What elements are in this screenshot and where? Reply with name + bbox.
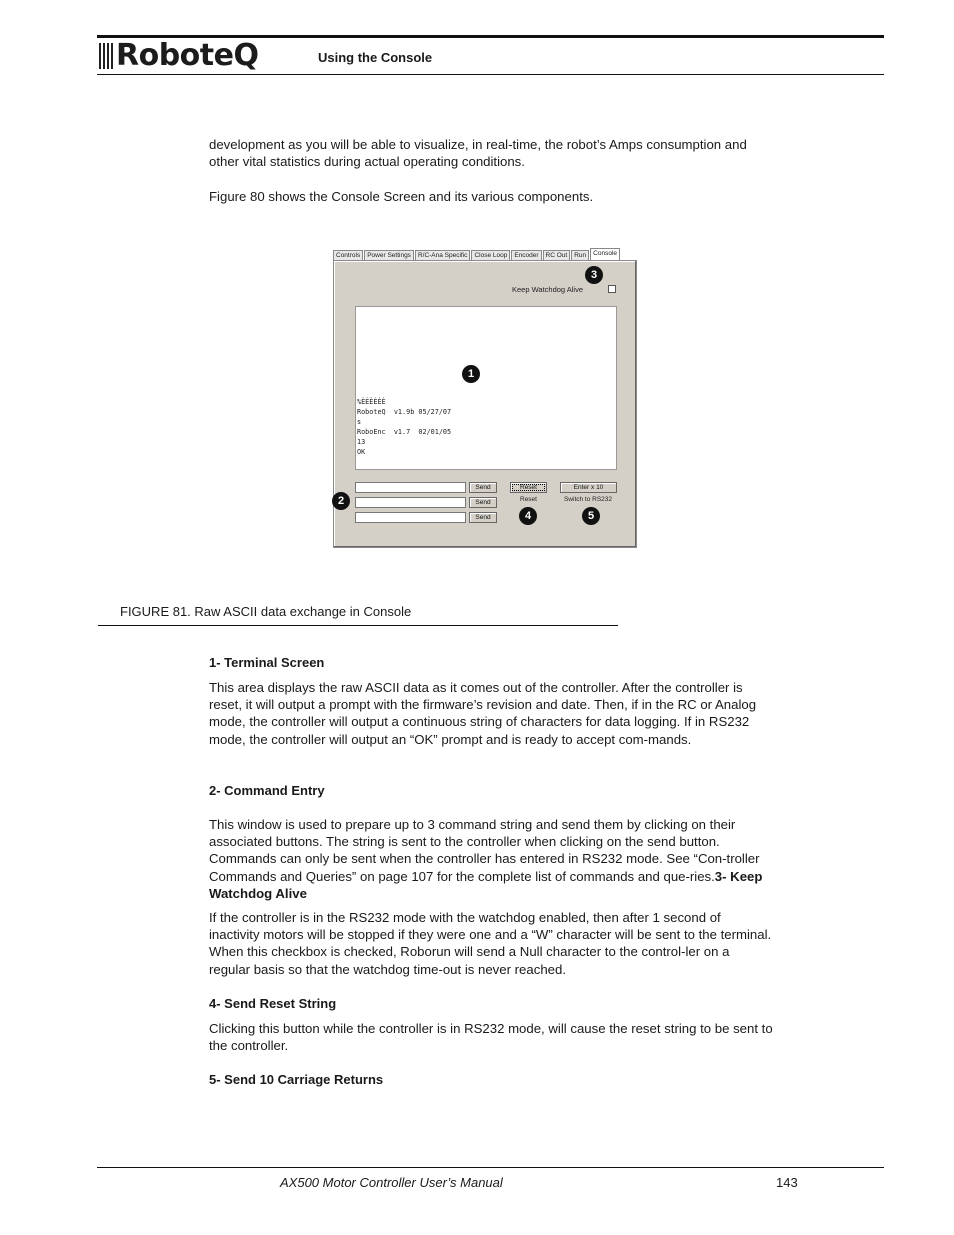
command-input-2[interactable] (355, 497, 466, 508)
terminal-line: RoboteQ v1.9b 05/27/07 (357, 408, 452, 416)
footer-page-number: 143 (776, 1175, 798, 1190)
reset-button[interactable]: Reset (510, 482, 547, 493)
terminal-output (357, 397, 451, 457)
terminal-line: OK (357, 448, 366, 456)
command-input-1[interactable] (355, 482, 466, 493)
reset-caption: Reset (520, 496, 537, 503)
logo-wordmark: RoboteQ (116, 38, 259, 73)
enter-x10-button[interactable]: Enter x 10 (560, 482, 617, 493)
tab-strip (333, 248, 637, 260)
intro-paragraph-1: development as you will be able to visualize, in real-time, the robot’s Amps consumption and other vital statistics during actual operating conditions. (209, 137, 747, 170)
watchdog-label: Keep Watchdog Alive (512, 285, 584, 294)
logo-text (116, 40, 259, 72)
tab-rc-ana-specific[interactable]: R/C-Ana Specific (415, 250, 471, 261)
send-button-2[interactable]: Send (469, 497, 497, 508)
command-input-3[interactable] (355, 512, 466, 523)
heading-terminal-screen: 1- Terminal Screen (209, 655, 325, 670)
tab-run[interactable]: Run (571, 250, 589, 261)
console-panel (333, 260, 637, 548)
terminal-line: RoboEnc v1.7 02/01/05 (357, 428, 452, 436)
heading-send-reset-string: 4- Send Reset String (209, 996, 337, 1011)
heading-command-entry: 2- Command Entry (209, 783, 325, 798)
tab-power-settings[interactable]: Power Settings (364, 250, 414, 261)
heading-keep-watchdog-alive: 3- Keep Watchdog Alive (209, 868, 763, 901)
command-entry-text: This window is used to prepare up to 3 command string and send them by clicking on their associated buttons. The string is sent to the controller when clicking on the send button. Commands can only be sent when the controller has entered in RS232 mode. See “Con-troller Commands and Queries” on page 107 for the complete list of commands and que-ries. (209, 817, 760, 884)
watchdog-checkbox[interactable] (608, 285, 616, 293)
roboteq-logo (99, 40, 259, 72)
tab-rc-out[interactable]: RC Out (543, 250, 571, 261)
logo-bars-icon (99, 43, 113, 69)
figure-caption-rule (98, 625, 618, 626)
callout-2: 2 (332, 492, 350, 510)
callout-4: 4 (519, 507, 537, 525)
footer-manual-title: AX500 Motor Controller User’s Manual (280, 1175, 503, 1190)
tab-controls[interactable]: Controls (333, 250, 363, 261)
console-screenshot (333, 246, 637, 548)
callout-1: 1 (462, 365, 480, 383)
terminal-line: %ÈÈÈÈÈÈ (357, 398, 386, 406)
paragraph-command-entry (209, 816, 774, 902)
tab-encoder[interactable]: Encoder (511, 250, 541, 261)
heading-send-10-carriage-returns: 5- Send 10 Carriage Returns (209, 1072, 384, 1087)
paragraph-send-reset-string: Clicking this button while the controller is in RS232 mode, will cause the reset string to be sent to the controller. (209, 1021, 773, 1054)
figure-caption: FIGURE 81. Raw ASCII data exchange in Console (120, 604, 412, 619)
terminal-screen[interactable] (355, 306, 617, 470)
tab-console[interactable]: Console (590, 248, 620, 261)
header-bottom-rule (97, 74, 884, 75)
footer-rule (97, 1167, 884, 1168)
paragraph-terminal-screen: This area displays the raw ASCII data as it comes out of the controller. After the controller is reset, it will output a prompt with the firmware’s revision and date. Then, if in the RC or Analog mode, the controller will output a continuous string of characters for data logging. If in RS232 mode, the controller will output an “OK” prompt and is ready to accept com-mands. (209, 680, 757, 747)
intro-paragraph-2: Figure 80 shows the Console Screen and its various components. (209, 189, 594, 204)
tab-close-loop[interactable]: Close Loop (471, 250, 510, 261)
terminal-line: 13 (357, 438, 366, 446)
paragraph-keep-watchdog-alive: If the controller is in the RS232 mode with the watchdog enabled, then after 1 second of inactivity motors will be stopped if they were one and a “W” character will be sent to the terminal. When this checkbox is checked, Roborun will send a Null character to the control-ler on a regular basis so that the watchdog time-out is never reached. (209, 910, 772, 977)
callout-3: 3 (585, 266, 603, 284)
section-title: Using the Console (318, 50, 433, 65)
switch-rs232-caption: Switch to RS232 (563, 496, 613, 503)
send-button-3[interactable]: Send (469, 512, 497, 523)
callout-5: 5 (582, 507, 600, 525)
terminal-line: s (357, 418, 362, 426)
send-button-1[interactable]: Send (469, 482, 497, 493)
